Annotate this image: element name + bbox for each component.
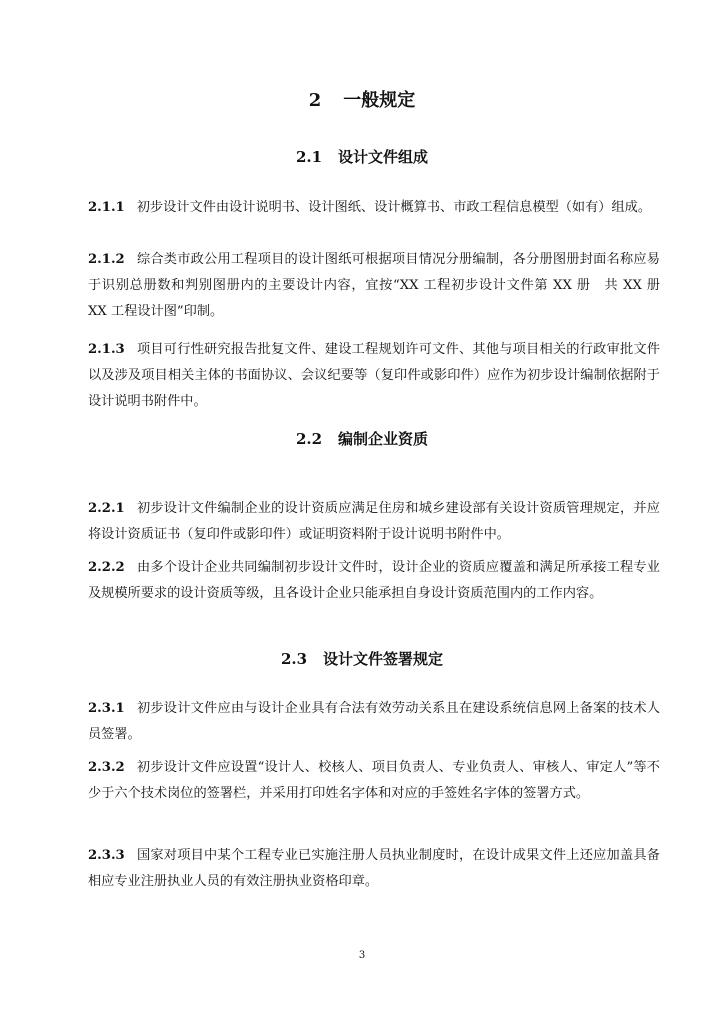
clause-2-3-2 xyxy=(88,755,660,807)
clause-number: 2.1.3 xyxy=(88,342,125,357)
clause-2-2-2 xyxy=(88,555,660,607)
chapter-title xyxy=(0,86,724,112)
chapter-title-text: 一般规定 xyxy=(343,90,416,111)
section-title-2-3 xyxy=(0,648,724,669)
section-number: 2.3 xyxy=(280,650,308,668)
clause-text: 初步设计文件由设计说明书、设计图纸、设计概算书、市政工程信息模型（如有）组成。 xyxy=(136,200,652,215)
section-number: 2.2 xyxy=(295,430,323,448)
clause-text: 初步设计文件应设置“设计人、校核人、项目负责人、专业负责人、审核人、审定人”等不少于六个技术岗位的签署栏，并采用打印姓名字体和对应的手签姓名字体的签署方式。 xyxy=(88,760,660,801)
section-title-text: 设计文件组成 xyxy=(338,148,429,166)
clause-text: 由多个设计企业共同编制初步设计文件时，设计企业的资质应覆盖和满足所承接工程专业及规模所要求的设计资质等级，且各设计企业只能承担自身设计资质范围内的工作内容。 xyxy=(88,560,660,601)
section-number: 2.1 xyxy=(295,148,323,166)
clause-2-3-1 xyxy=(88,696,660,748)
clause-number: 2.2.2 xyxy=(88,560,125,575)
clause-text: 国家对项目中某个工程专业已实施注册人员执业制度时，在设计成果文件上还应加盖具备相应专业注册执业人员的有效注册执业资格印章。 xyxy=(88,848,660,889)
clause-2-1-3 xyxy=(88,337,660,415)
clause-number: 2.3.3 xyxy=(88,848,125,863)
clause-2-3-3 xyxy=(88,843,660,895)
page-number: 3 xyxy=(358,950,366,961)
chapter-number: 2 xyxy=(308,90,322,111)
clause-number: 2.2.1 xyxy=(88,501,125,516)
clause-text: 初步设计文件编制企业的设计资质应满足住房和城乡建设部有关设计资质管理规定，并应将设计资质证书（复印件或影印件）或证明资料附于设计说明书附件中。 xyxy=(88,501,660,542)
section-title-2-2 xyxy=(0,428,724,449)
clause-2-1-1 xyxy=(88,195,660,221)
clause-2-2-1 xyxy=(88,496,660,548)
clause-text: 综合类市政公用工程项目的设计图纸可根据项目情况分册编制，各分册图册封面名称应易于识别总册数和判别图册内的主要设计内容，宜按“XX 工程初步设计文件第 XX 册 共 XX 册 XX 工程设计图”印制。 xyxy=(88,252,674,319)
clause-number: 2.1.1 xyxy=(88,200,125,215)
clause-number: 2.1.2 xyxy=(88,252,125,267)
clause-number: 2.3.2 xyxy=(88,760,125,775)
clause-text: 项目可行性研究报告批复文件、建设工程规划许可文件、其他与项目相关的行政审批文件以及涉及项目相关主体的书面协议、会议纪要等（复印件或影印件）应作为初步设计编制依据附于设计说明书附件中。 xyxy=(88,342,660,409)
section-title-text: 编制企业资质 xyxy=(338,430,429,448)
clause-text: 初步设计文件应由与设计企业具有合法有效劳动关系且在建设系统信息网上备案的技术人员签署。 xyxy=(88,701,660,742)
clause-2-1-2 xyxy=(88,247,674,325)
section-title-text: 设计文件签署规定 xyxy=(323,650,444,668)
clause-number: 2.3.1 xyxy=(88,701,125,716)
section-title-2-1 xyxy=(0,146,724,167)
